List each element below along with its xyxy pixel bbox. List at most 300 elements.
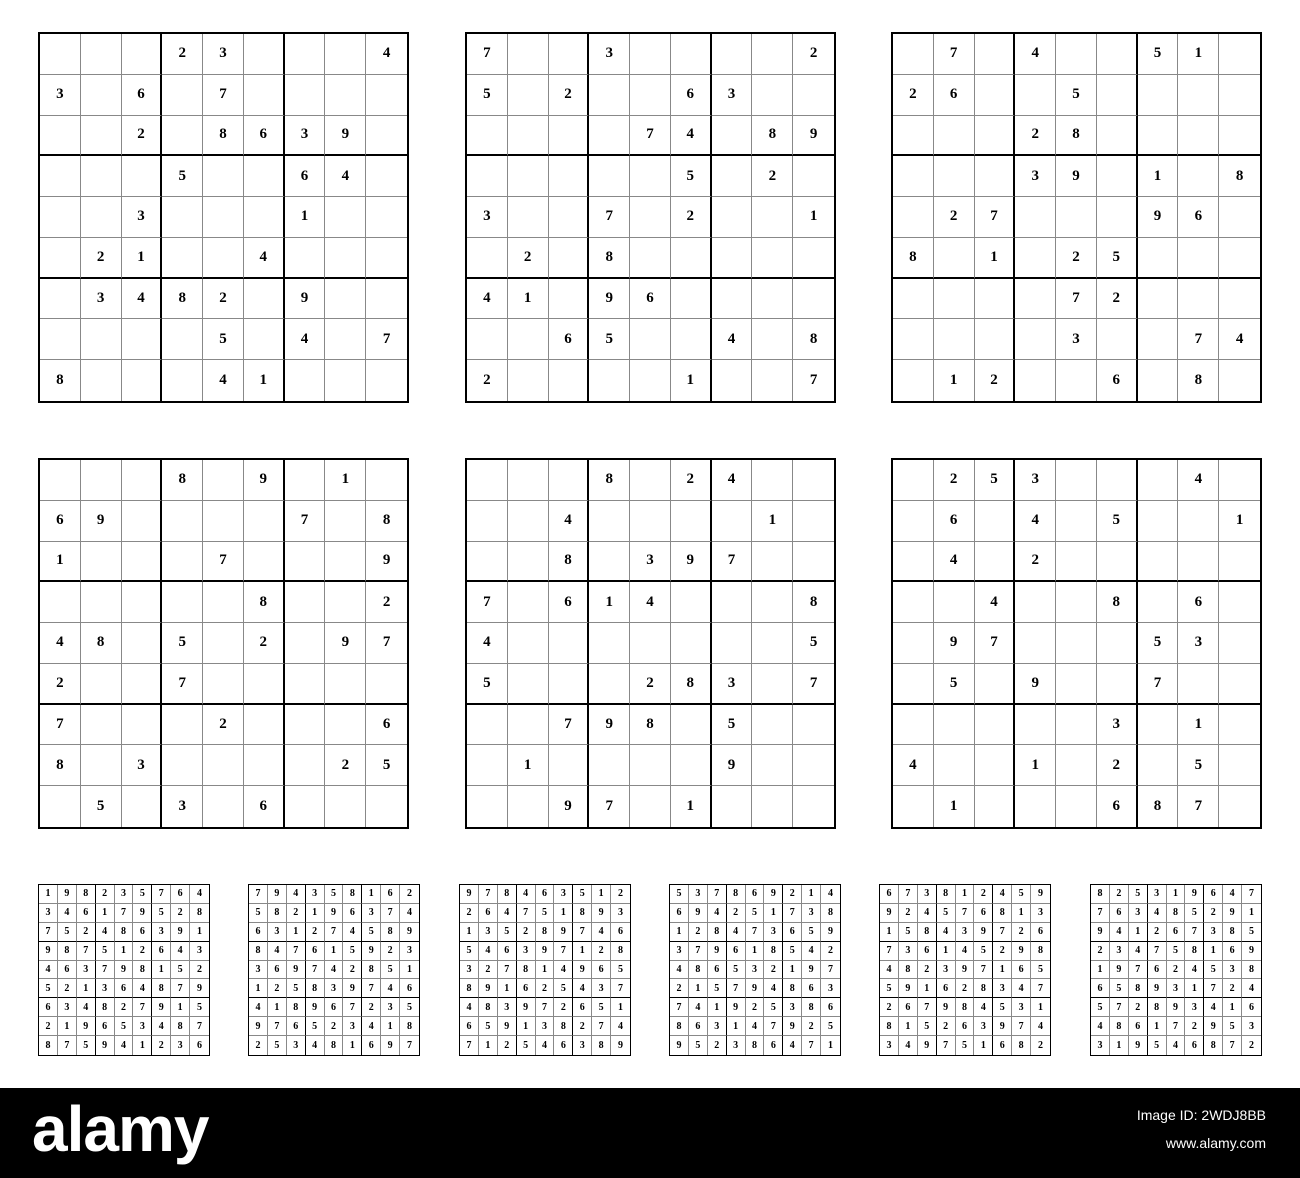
puzzle-cell: 6	[630, 279, 671, 320]
puzzle-cell: 7	[975, 197, 1016, 238]
solution-cell: 7	[325, 923, 344, 942]
solution-cell: 5	[536, 904, 555, 923]
solution-cell: 3	[783, 998, 802, 1017]
solution-cell: 4	[592, 923, 611, 942]
solution-cell: 2	[115, 998, 134, 1017]
solution-cell: 1	[77, 979, 96, 998]
puzzle-cell: 5	[162, 156, 203, 197]
puzzle-cell	[630, 501, 671, 542]
solution-cell: 1	[1091, 961, 1110, 980]
puzzle-cell: 5	[203, 319, 244, 360]
solution-cell: 4	[460, 998, 479, 1017]
puzzle-cell	[325, 542, 366, 583]
solution-cell: 5	[611, 961, 630, 980]
puzzle-cell	[975, 786, 1016, 827]
solution-cell: 5	[1185, 904, 1204, 923]
puzzle-cell: 2	[934, 460, 975, 501]
puzzle-cell	[752, 360, 793, 401]
solution-cell: 5	[1110, 979, 1129, 998]
solution-cell: 8	[689, 961, 708, 980]
solution-cell: 7	[343, 998, 362, 1017]
puzzle-cell	[285, 786, 326, 827]
puzzle-cell: 9	[285, 279, 326, 320]
puzzle-cell: 2	[508, 238, 549, 279]
solution-cell: 2	[58, 979, 77, 998]
solution-cell: 5	[592, 998, 611, 1017]
puzzle-cell	[1097, 542, 1138, 583]
solution-cell: 2	[517, 923, 536, 942]
solution-cell: 6	[1110, 904, 1129, 923]
puzzle-cell	[508, 460, 549, 501]
puzzle-cell	[1097, 34, 1138, 75]
puzzle-cell	[630, 197, 671, 238]
puzzle-cell: 7	[467, 34, 508, 75]
puzzle-cell	[467, 705, 508, 746]
solution-cell: 9	[554, 923, 573, 942]
puzzle-cell	[467, 542, 508, 583]
solution-cell: 1	[498, 979, 517, 998]
solution-cell: 3	[573, 1036, 592, 1055]
puzzle-cell	[81, 197, 122, 238]
puzzle-cell	[793, 75, 834, 116]
puzzle-cell: 6	[1097, 360, 1138, 401]
solution-cell: 1	[287, 923, 306, 942]
solution-cell: 6	[479, 904, 498, 923]
puzzle-cell: 2	[1015, 116, 1056, 157]
puzzle-cell	[40, 156, 81, 197]
solution-cell: 2	[133, 942, 152, 961]
solution-cell: 4	[1167, 1036, 1186, 1055]
puzzle-cell: 3	[162, 786, 203, 827]
puzzle-cell: 6	[1178, 197, 1219, 238]
solution-cell: 8	[115, 923, 134, 942]
solution-cell: 6	[39, 998, 58, 1017]
solution-cell: 7	[498, 961, 517, 980]
puzzle-cell: 8	[630, 705, 671, 746]
solution-cell: 1	[268, 998, 287, 1017]
alamy-logo: alamy	[32, 1093, 209, 1165]
solution-cell: 7	[77, 942, 96, 961]
solution-cell: 4	[1091, 1017, 1110, 1036]
solution-cell: 4	[152, 1017, 171, 1036]
solution-cell: 6	[880, 885, 899, 904]
solution-cell: 3	[133, 1017, 152, 1036]
solution-cell: 2	[918, 961, 937, 980]
solution-cell: 9	[1185, 885, 1204, 904]
solution-cell: 2	[325, 1017, 344, 1036]
puzzle-cell: 4	[467, 623, 508, 664]
solution-cell: 4	[498, 904, 517, 923]
solution-cell: 1	[956, 885, 975, 904]
solution-cell: 9	[190, 979, 209, 998]
puzzle-cell	[508, 501, 549, 542]
solution-cell: 8	[171, 1017, 190, 1036]
solution-cell: 8	[400, 1017, 419, 1036]
solution-cell: 5	[343, 942, 362, 961]
puzzle-cell: 3	[81, 279, 122, 320]
puzzle-cell	[285, 745, 326, 786]
puzzle-cell	[122, 582, 163, 623]
solution-cell: 5	[306, 1017, 325, 1036]
puzzle-cell	[1138, 460, 1179, 501]
solution-cell: 4	[573, 979, 592, 998]
puzzle-cell	[630, 623, 671, 664]
solution-cell: 1	[343, 1036, 362, 1055]
puzzle-cell	[1015, 582, 1056, 623]
solution-cell: 3	[39, 904, 58, 923]
solution-cell: 7	[115, 904, 134, 923]
puzzle-cell: 3	[630, 542, 671, 583]
puzzle-cell: 7	[712, 542, 753, 583]
puzzle-cell	[1056, 705, 1097, 746]
puzzle-cell	[549, 116, 590, 157]
solution-cell: 2	[783, 885, 802, 904]
puzzle-cell: 2	[467, 360, 508, 401]
puzzle-cell: 2	[671, 197, 712, 238]
solution-cell: 4	[306, 1036, 325, 1055]
solution-cell: 1	[536, 961, 555, 980]
solution-cell: 9	[58, 885, 77, 904]
solution-cell: 3	[58, 998, 77, 1017]
puzzle-cell: 1	[122, 238, 163, 279]
puzzle-cell	[1056, 360, 1097, 401]
puzzle-cell: 8	[1056, 116, 1097, 157]
puzzle-cell	[1056, 786, 1097, 827]
puzzle-cell	[630, 156, 671, 197]
solution-cell: 6	[77, 904, 96, 923]
puzzle-cell: 7	[162, 664, 203, 705]
solution-cell: 4	[400, 904, 419, 923]
solution-cell: 7	[479, 885, 498, 904]
puzzle-cell	[244, 745, 285, 786]
puzzle-cell	[752, 75, 793, 116]
puzzle-cell	[1015, 197, 1056, 238]
puzzle-cell: 5	[975, 460, 1016, 501]
puzzle-cell	[589, 542, 630, 583]
solution-cell: 7	[611, 979, 630, 998]
solution-cell: 8	[1185, 942, 1204, 961]
solution-cell: 9	[899, 979, 918, 998]
solution-cell: 6	[287, 1017, 306, 1036]
solution-cell: 9	[746, 979, 765, 998]
puzzle-cell: 1	[671, 786, 712, 827]
solution-cell: 2	[268, 979, 287, 998]
puzzle-cell	[752, 34, 793, 75]
solution-cell: 6	[362, 1036, 381, 1055]
puzzle-cell	[508, 34, 549, 75]
puzzle-cell	[712, 623, 753, 664]
puzzle-cell: 2	[203, 279, 244, 320]
puzzle-cell	[712, 786, 753, 827]
puzzle-cell	[122, 460, 163, 501]
puzzle-cell	[671, 705, 712, 746]
puzzle-cell: 1	[752, 501, 793, 542]
solution-cell: 5	[1012, 885, 1031, 904]
puzzle-cell	[366, 279, 407, 320]
solution-cell: 3	[727, 1036, 746, 1055]
solution-cell: 1	[554, 904, 573, 923]
puzzle-cell	[162, 745, 203, 786]
solution-cell: 5	[821, 1017, 840, 1036]
puzzle-cell	[893, 360, 934, 401]
solution-cell: 1	[880, 923, 899, 942]
puzzle-cell	[40, 238, 81, 279]
solution-cell: 5	[1031, 961, 1050, 980]
puzzle-cell	[508, 75, 549, 116]
puzzle-cell	[1097, 319, 1138, 360]
puzzle-cell	[81, 542, 122, 583]
puzzle-cell: 7	[934, 34, 975, 75]
puzzle-cell: 9	[549, 786, 590, 827]
puzzle-cell	[752, 582, 793, 623]
solution-cell: 9	[39, 942, 58, 961]
solution-cell: 3	[479, 923, 498, 942]
solution-cell: 3	[670, 942, 689, 961]
solution-cell: 7	[783, 904, 802, 923]
puzzle-cell	[508, 582, 549, 623]
solution-cell: 4	[821, 885, 840, 904]
solution-cell: 8	[381, 923, 400, 942]
puzzle-cell: 3	[1097, 705, 1138, 746]
solution-cell: 1	[325, 942, 344, 961]
puzzle-cell: 4	[712, 460, 753, 501]
puzzle-cell	[975, 279, 1016, 320]
solution-cell: 2	[880, 998, 899, 1017]
solution-cell: 7	[306, 961, 325, 980]
solution-cell: 6	[956, 1017, 975, 1036]
solution-cell: 2	[937, 1017, 956, 1036]
sudoku-puzzle-5	[465, 458, 836, 829]
puzzle-cell: 4	[893, 745, 934, 786]
solution-cell: 7	[268, 1017, 287, 1036]
sudoku-puzzle-3	[891, 32, 1262, 403]
solution-cell: 5	[268, 1036, 287, 1055]
puzzle-cell	[671, 501, 712, 542]
puzzle-cell: 9	[325, 623, 366, 664]
solution-cell: 9	[517, 998, 536, 1017]
solution-cell: 1	[479, 1036, 498, 1055]
puzzle-cell	[81, 360, 122, 401]
solution-cell: 3	[96, 979, 115, 998]
solution-cell: 8	[343, 885, 362, 904]
puzzle-cell: 3	[122, 197, 163, 238]
solution-cell: 6	[325, 998, 344, 1017]
puzzle-cell	[1138, 542, 1179, 583]
solution-cell: 2	[573, 1017, 592, 1036]
solution-cell: 3	[592, 979, 611, 998]
solution-cell: 5	[1223, 1017, 1242, 1036]
puzzle-cell: 8	[589, 238, 630, 279]
puzzle-cell	[712, 156, 753, 197]
puzzle-cell	[122, 664, 163, 705]
puzzle-cell	[244, 705, 285, 746]
solution-cell: 1	[249, 979, 268, 998]
puzzle-cell: 4	[366, 34, 407, 75]
puzzle-cell: 6	[366, 705, 407, 746]
solution-cell: 5	[783, 942, 802, 961]
solution-cell: 6	[268, 961, 287, 980]
puzzle-cell	[40, 582, 81, 623]
puzzle-cell	[467, 156, 508, 197]
solution-cell: 8	[96, 998, 115, 1017]
solution-cell: 3	[802, 904, 821, 923]
puzzle-cell: 3	[1015, 460, 1056, 501]
puzzle-cell: 7	[1056, 279, 1097, 320]
solution-cell: 2	[611, 885, 630, 904]
puzzle-cell	[81, 116, 122, 157]
sudoku-puzzle-4	[38, 458, 409, 829]
solution-cell: 1	[764, 904, 783, 923]
solution-cell: 7	[1012, 1017, 1031, 1036]
puzzle-cell	[508, 623, 549, 664]
puzzle-cell	[1097, 156, 1138, 197]
puzzle-cell	[549, 197, 590, 238]
solution-cell: 4	[343, 923, 362, 942]
solution-cell: 1	[58, 1017, 77, 1036]
solution-cell: 8	[802, 998, 821, 1017]
solution-cell: 4	[325, 961, 344, 980]
solution-cell: 6	[197, 1040, 203, 1052]
puzzle-cell	[366, 238, 407, 279]
puzzle-cell: 7	[366, 319, 407, 360]
solution-cell: 8	[460, 979, 479, 998]
solution-cell: 2	[974, 885, 993, 904]
solution-cell: 3	[249, 961, 268, 980]
puzzle-cell	[508, 705, 549, 746]
solution-cell: 6	[115, 979, 134, 998]
puzzle-cell	[630, 460, 671, 501]
sudoku-puzzle-6	[891, 458, 1262, 829]
puzzle-cell	[975, 156, 1016, 197]
solution-cell: 7	[362, 979, 381, 998]
solution-cell: 4	[1012, 979, 1031, 998]
solution-cell: 6	[746, 885, 765, 904]
solution-cell: 4	[381, 979, 400, 998]
sudoku-solution-4	[669, 884, 841, 1056]
solution-cell: 3	[746, 961, 765, 980]
solution-cell: 9	[592, 904, 611, 923]
solution-cell: 4	[1129, 942, 1148, 961]
solution-cell: 6	[974, 904, 993, 923]
puzzle-cell	[934, 156, 975, 197]
solution-cell: 9	[727, 998, 746, 1017]
solution-cell: 4	[479, 942, 498, 961]
puzzle-cell: 2	[671, 460, 712, 501]
puzzle-cell	[366, 664, 407, 705]
solution-cell: 7	[96, 961, 115, 980]
solution-cell: 5	[974, 942, 993, 961]
puzzle-cell	[752, 786, 793, 827]
puzzle-cell	[1219, 786, 1260, 827]
puzzle-cell: 1	[325, 460, 366, 501]
puzzle-cell	[1178, 501, 1219, 542]
solution-cell: 9	[618, 1040, 624, 1052]
solution-cell: 1	[783, 961, 802, 980]
solution-cell: 6	[1031, 923, 1050, 942]
puzzle-cell	[366, 156, 407, 197]
puzzle-cell: 3	[712, 664, 753, 705]
solution-cell: 2	[306, 923, 325, 942]
puzzle-cell	[1219, 116, 1260, 157]
solution-cell: 5	[1148, 1036, 1167, 1055]
solution-cell: 8	[1242, 961, 1261, 980]
puzzle-cell	[1138, 745, 1179, 786]
solution-cell: 4	[918, 904, 937, 923]
puzzle-cell: 8	[162, 279, 203, 320]
solution-cell: 9	[880, 904, 899, 923]
puzzle-cell	[752, 319, 793, 360]
solution-cell: 2	[708, 1036, 727, 1055]
solution-cell: 1	[1012, 904, 1031, 923]
puzzle-cell	[793, 460, 834, 501]
solution-cell: 1	[592, 885, 611, 904]
solution-cell: 9	[381, 1036, 400, 1055]
puzzle-cell	[793, 786, 834, 827]
puzzle-cell	[1178, 156, 1219, 197]
puzzle-cell: 2	[325, 745, 366, 786]
puzzle-cell	[1138, 238, 1179, 279]
puzzle-cell	[975, 75, 1016, 116]
solution-cell: 8	[190, 904, 209, 923]
puzzle-cell	[549, 238, 590, 279]
puzzle-cell	[162, 197, 203, 238]
sudoku-solution-3	[459, 884, 631, 1056]
puzzle-cell: 2	[1015, 542, 1056, 583]
puzzle-cell: 9	[793, 116, 834, 157]
puzzle-cell: 9	[1138, 197, 1179, 238]
solution-cell: 3	[517, 942, 536, 961]
puzzle-cell	[975, 34, 1016, 75]
solution-cell: 9	[1031, 885, 1050, 904]
solution-cell: 6	[821, 998, 840, 1017]
puzzle-cell	[1138, 705, 1179, 746]
puzzle-cell: 3	[589, 34, 630, 75]
puzzle-cell: 9	[671, 542, 712, 583]
puzzle-cell	[712, 116, 753, 157]
solution-cell: 1	[573, 942, 592, 961]
puzzle-cell	[752, 279, 793, 320]
puzzle-cell	[589, 360, 630, 401]
puzzle-cell: 1	[934, 786, 975, 827]
puzzle-cell	[1015, 238, 1056, 279]
puzzle-cell	[1015, 360, 1056, 401]
solution-cell: 3	[956, 923, 975, 942]
puzzle-cell	[934, 238, 975, 279]
solution-cell: 3	[460, 961, 479, 980]
solution-cell: 4	[764, 979, 783, 998]
puzzle-cell: 6	[1097, 786, 1138, 827]
puzzle-cell: 2	[1097, 279, 1138, 320]
solution-cell: 1	[611, 998, 630, 1017]
solution-cell: 5	[96, 942, 115, 961]
puzzle-cell: 1	[1178, 705, 1219, 746]
puzzle-cell: 8	[793, 319, 834, 360]
solution-cell: 9	[249, 1017, 268, 1036]
solution-cell: 4	[880, 961, 899, 980]
puzzle-cell	[285, 75, 326, 116]
puzzle-cell	[467, 786, 508, 827]
solution-cell: 9	[268, 885, 287, 904]
solution-cell: 4	[249, 998, 268, 1017]
puzzle-cell	[1056, 664, 1097, 705]
puzzle-cell: 3	[1056, 319, 1097, 360]
solution-cell: 2	[536, 979, 555, 998]
solution-cell: 8	[592, 1036, 611, 1055]
solution-cell: 2	[592, 942, 611, 961]
solution-cell: 7	[802, 1036, 821, 1055]
puzzle-cell: 3	[1178, 623, 1219, 664]
solution-cell: 7	[746, 923, 765, 942]
